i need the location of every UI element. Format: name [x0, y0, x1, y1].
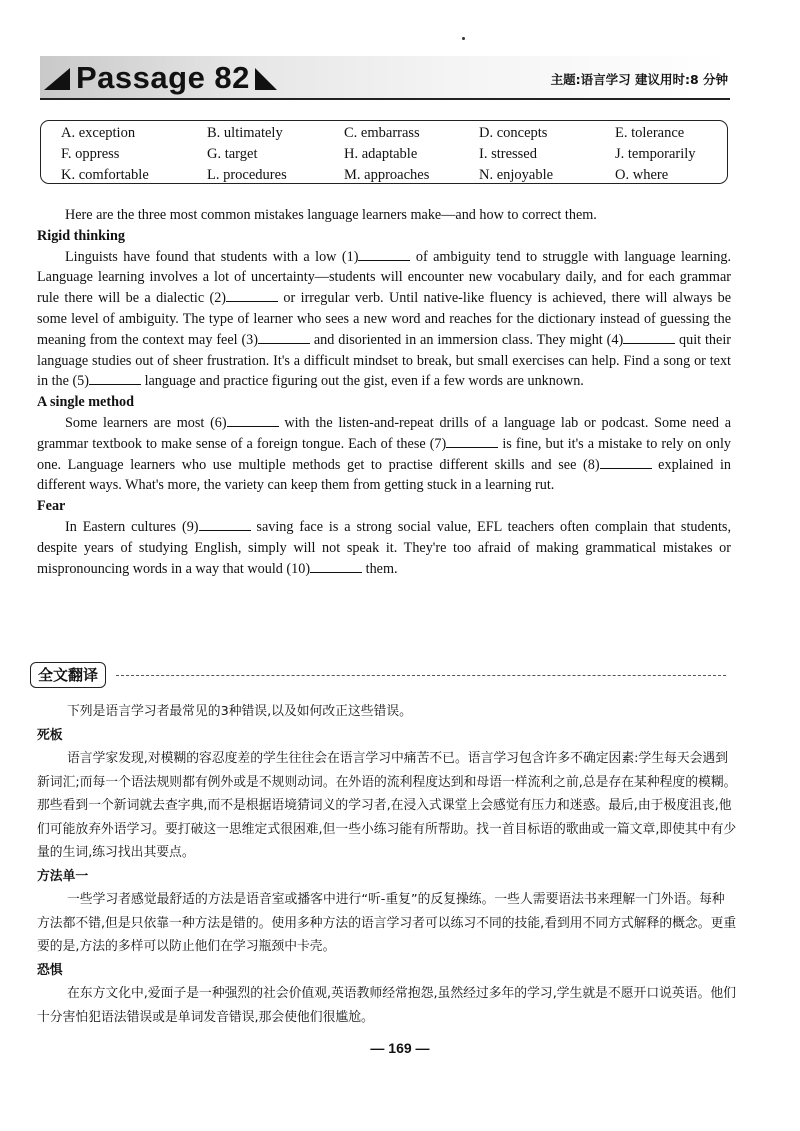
option-g: G. target — [207, 146, 258, 162]
translation-divider — [116, 675, 726, 676]
blank-1[interactable] — [358, 248, 410, 261]
option-l: L. procedures — [207, 167, 287, 183]
topic-and-time: 主题:语言学习 建议用时:8 分钟 — [550, 72, 728, 87]
option-d: D. concepts — [479, 125, 548, 141]
option-a: A. exception — [61, 125, 136, 141]
translation-paragraph-2: 一些学习者感觉最舒适的方法是语音室或播客中进行“听-重复”的反复操练。一些人需要语法书来理解一门外语。每种方法都不错,但是只依靠一种方法是错的。使用多种方法的语言学习者可以练习不同的技能,看到用不同方式解释的概念。更重要的是,方法的多样可以防止他们在学习瓶颈中卡壳。 — [37, 892, 737, 954]
translation-intro: 下列是语言学习者最常见的3种错误,以及如何改正这些错误。 — [67, 704, 412, 719]
paragraph-fear: In Eastern cultures (9) saving face is a strong social value, EFL teachers often complain that students, despite years of studying English, simply will not speak it. They're too afraid of making grammatical mistakes or mispronouncing words in a way that would (10) them. — [37, 518, 731, 577]
option-j: J. temporarily — [615, 146, 696, 162]
translation-tag: 全文翻译 — [30, 662, 106, 688]
option-o: O. where — [615, 167, 669, 183]
blank-7[interactable] — [446, 435, 498, 448]
blank-6[interactable] — [227, 414, 279, 427]
blank-2[interactable] — [226, 289, 278, 302]
option-b: B. ultimately — [207, 125, 283, 141]
option-k: K. comfortable — [61, 167, 149, 183]
option-e: E. tolerance — [615, 125, 685, 141]
header-rule — [40, 98, 730, 100]
left-triangle-icon — [44, 68, 70, 90]
passage-header — [40, 56, 730, 100]
paragraph-rigid-thinking: Linguists have found that students with a low (1) of ambiguity tend to struggle with language learning. Language learning involves a lot of uncertainty—students will encounter new vocabulary daily, and for each grammar rule there will be a dialectic (2) or irregular verb. Until native-like fluency is achieved, there will always be some level of ambiguity. The type of learner who sees a new word and reaches for the dictionary instead of guessing the meaning from the context may feel (3) and disoriented in an immersion class. They might (4) quit their language studies out of sheer frustration. It's a difficult mindset to break, but small exercises can help. Find a song or text in the (5) language and practice figuring out the gist, even if a few words are unknown. — [37, 248, 732, 390]
blank-3[interactable] — [258, 331, 310, 344]
translation-heading-1: 死板 — [37, 727, 63, 743]
scan-speck — [462, 37, 465, 40]
page-number: — 169 — — [370, 1040, 430, 1056]
paragraph-single-method: Some learners are most (6) with the listen-and-repeat drills of a language lab or podcast. Some need a grammar textbook to make sense of a foreign tongue. Each of these (7) is fine, but it's a mistake to rely on only one. Language learners who use multiple methods get to practise different skills and see (8) explained in different ways. What's more, the variety can keep them from getting stuck in a learning rut. — [37, 414, 731, 494]
option-m: M. approaches — [344, 167, 430, 183]
translation-heading-2: 方法单一 — [37, 868, 89, 884]
blank-9[interactable] — [199, 518, 251, 531]
blank-10[interactable] — [310, 560, 362, 573]
option-c: C. embarrass — [344, 125, 420, 141]
translation-paragraph-1: 语言学家发现,对模糊的容忍度差的学生往往会在语言学习中痛苦不已。语言学习包含许多不确定因素:学生每天会遇到新词汇;而每一个语法规则都有例外或是不规则动词。在外语的流利程度达到和母语一样流利之前,总是存在某种程度的模糊。那些看到一个新词就去查字典,而不是根据语境猜词义的学习者,在浸入式课堂上会感觉有压力和迷惑。最后,由于极度沮丧,他们可能放弃外语学习。要打破这一思维定式很困难,但一些小练习能有所帮助。找一首目标语的歌曲或一篇文章,即使其中有少量的生词,练习找出其要点。 — [37, 751, 737, 860]
word-bank — [40, 120, 728, 184]
translation-paragraph-3: 在东方文化中,爱面子是一种强烈的社会价值观,英语教师经常抱怨,虽然经过多年的学习,学生就是不愿开口说英语。他们十分害怕犯语法错误或是单词发音错误,那会使他们很尴尬。 — [37, 986, 736, 1025]
translation-body — [37, 700, 737, 1029]
option-n: N. enjoyable — [479, 167, 554, 183]
section-heading-rigid-thinking: Rigid thinking — [37, 227, 125, 244]
option-h: H. adaptable — [344, 146, 418, 162]
option-f: F. oppress — [61, 146, 120, 162]
right-triangle-icon — [255, 68, 277, 90]
option-i: I. stressed — [479, 146, 537, 162]
translation-heading-3: 恐惧 — [37, 962, 63, 978]
blank-8[interactable] — [600, 456, 652, 469]
passage-title: Passage 82 — [76, 60, 250, 95]
blank-5[interactable] — [89, 372, 141, 385]
blank-4[interactable] — [623, 331, 675, 344]
section-heading-single-method: A single method — [37, 394, 134, 411]
passage-intro: Here are the three most common mistakes language learners make—and how to correct them. — [65, 207, 597, 223]
section-heading-fear: Fear — [37, 498, 66, 515]
passage-body — [37, 205, 731, 579]
